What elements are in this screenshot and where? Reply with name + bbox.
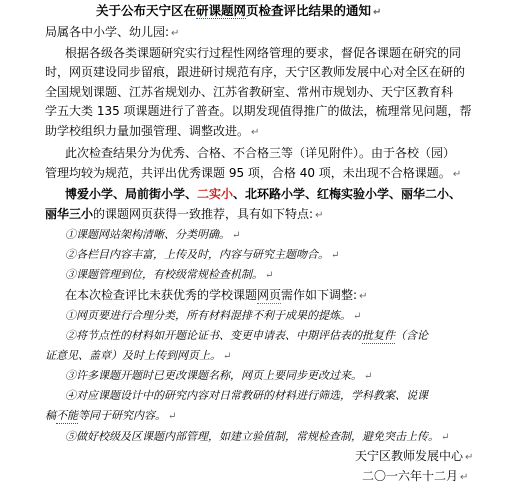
feature-item: ①课题网站架构清晰、分类明确。 ↵ [65, 228, 241, 241]
improve-item: ②将节点性的材料如开题论证书、变更申请表、中期评估表的批复件（含论 [65, 329, 428, 342]
improve-intro: 在本次检查评比未获优秀的学校课题网页需作如下调整: ↵ [65, 288, 368, 302]
improve-item: ④对应课题设计中的研究内容对日常教研的材料进行筛选，学科教案、说课 [65, 389, 428, 402]
improve-item: ①网页要进行合理分类，所有材料混排不利于成果的提炼。 ↵ [65, 309, 362, 322]
feature-item: ②各栏目内容丰富，上传及时，内容与研究主题吻合。 ↵ [65, 248, 340, 261]
improve-item: ⑤做好校级及区课题内部管理，如建立验值制，常规检查制，避免突击上传。 ↵ [65, 430, 450, 443]
p2-line: 管理均较为规范，共评出优秀课题 95 项，合格 40 项，未出现不合格课题。 ↵ [45, 166, 462, 180]
recommend-line-2: 丽华三小的课题网页获得一致推荐，具有如下特点: ↵ [45, 207, 324, 221]
signature-date: 二〇一六年十二月 ↵ [362, 469, 469, 483]
highlighted-school: 二实小 [197, 187, 234, 201]
title-underlined: 研课题网 [196, 3, 247, 18]
recommend-line-1: 博爱小学、局前街小学、二实小、北环路小学、红梅实验小学、丽华二小、 [65, 187, 462, 201]
p2-line: 此次检查结果分为优秀、合格、不合格三等（详见附件）。由于各校（园） [65, 146, 456, 160]
p1-line: 时，网页建设同步留痕，跟进研讨规范有序，天宁区教师发展中心对全区在研的 [45, 65, 466, 79]
p1-line: 助学校组织力量加强管理、调整改进。 ↵ [45, 124, 260, 138]
salutation: 局属各中小学、幼儿园: ↵ [45, 25, 180, 39]
signature-org: 天宁区教师发展中心 ↵ [355, 449, 474, 463]
p1-line: 全国规划课题、江苏省规划办、江苏省教研室、常州市规划办、天宁区教育科 [45, 85, 454, 99]
para-mark: ↵ [373, 7, 382, 18]
improve-item: 证意见、盖章）及时上传到网页上。 ↵ [45, 349, 232, 362]
improve-item: 稿不能等同于研究内容。 ↵ [45, 409, 177, 422]
doc-title: 关于公布天宁区在研课题网页检查评比结果的通知 ↵ [96, 3, 382, 18]
p1-line: 根据各级各类课题研究实行过程性网络管理的要求，督促各课题在研究的同 [65, 46, 462, 60]
improve-item: ③许多课题开题时已更改课题名称，网页上要同步更改过来。 ↵ [65, 369, 373, 382]
feature-item: ③课题管理到位，有校级常规检查机制。 ↵ [65, 268, 274, 281]
p1-line: 学五大类 135 项课题进行了普查。以期发现值得推广的做法，梳理常见问题，帮 [45, 104, 472, 118]
